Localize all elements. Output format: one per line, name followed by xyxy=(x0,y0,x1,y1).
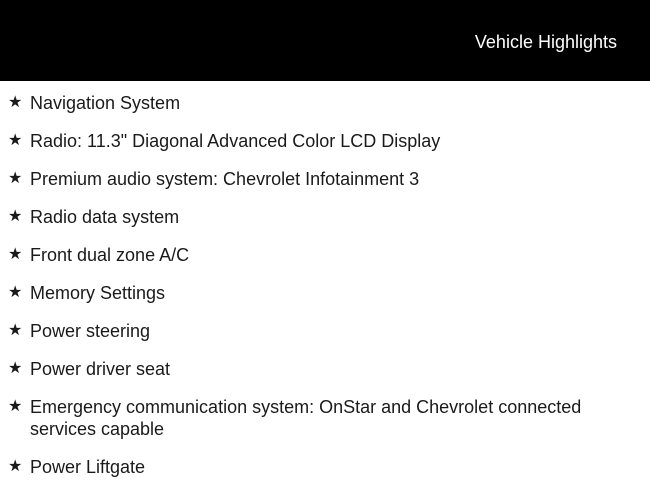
star-icon: ★ xyxy=(8,94,23,111)
list-item xyxy=(8,282,614,304)
star-icon: ★ xyxy=(8,246,23,263)
list-item-label: Emergency communication system: OnStar and Chevrolet connected services capable xyxy=(30,397,582,439)
list-item xyxy=(8,396,614,440)
star-icon: ★ xyxy=(8,458,23,475)
star-icon: ★ xyxy=(8,208,23,225)
star-icon: ★ xyxy=(8,132,23,149)
list-item xyxy=(8,130,614,152)
list-item-label: Power Liftgate xyxy=(30,457,146,477)
star-icon: ★ xyxy=(8,170,23,187)
list-item-label: Navigation System xyxy=(30,93,181,113)
list-item xyxy=(8,92,614,114)
list-item-label: Radio data system xyxy=(30,207,180,227)
page-title: Vehicle Highlights xyxy=(474,32,617,52)
list-item xyxy=(8,320,614,342)
list-item xyxy=(8,168,614,190)
list-item xyxy=(8,456,614,478)
list-item-label: Power driver seat xyxy=(30,359,171,379)
list-item-label: Memory Settings xyxy=(30,283,166,303)
list-item xyxy=(8,358,614,380)
vehicle-highlights-header xyxy=(0,0,650,81)
list-item-label: Power steering xyxy=(30,321,151,341)
highlights-list xyxy=(0,81,650,478)
star-icon: ★ xyxy=(8,360,23,377)
list-item xyxy=(8,206,614,228)
list-item-label: Radio: 11.3" Diagonal Advanced Color LCD Display xyxy=(30,131,441,151)
list-item-label: Front dual zone A/C xyxy=(30,245,190,265)
star-icon: ★ xyxy=(8,322,23,339)
list-item-label: Premium audio system: Chevrolet Infotainment 3 xyxy=(30,169,420,189)
star-icon: ★ xyxy=(8,398,23,415)
list-item xyxy=(8,244,614,266)
star-icon: ★ xyxy=(8,284,23,301)
